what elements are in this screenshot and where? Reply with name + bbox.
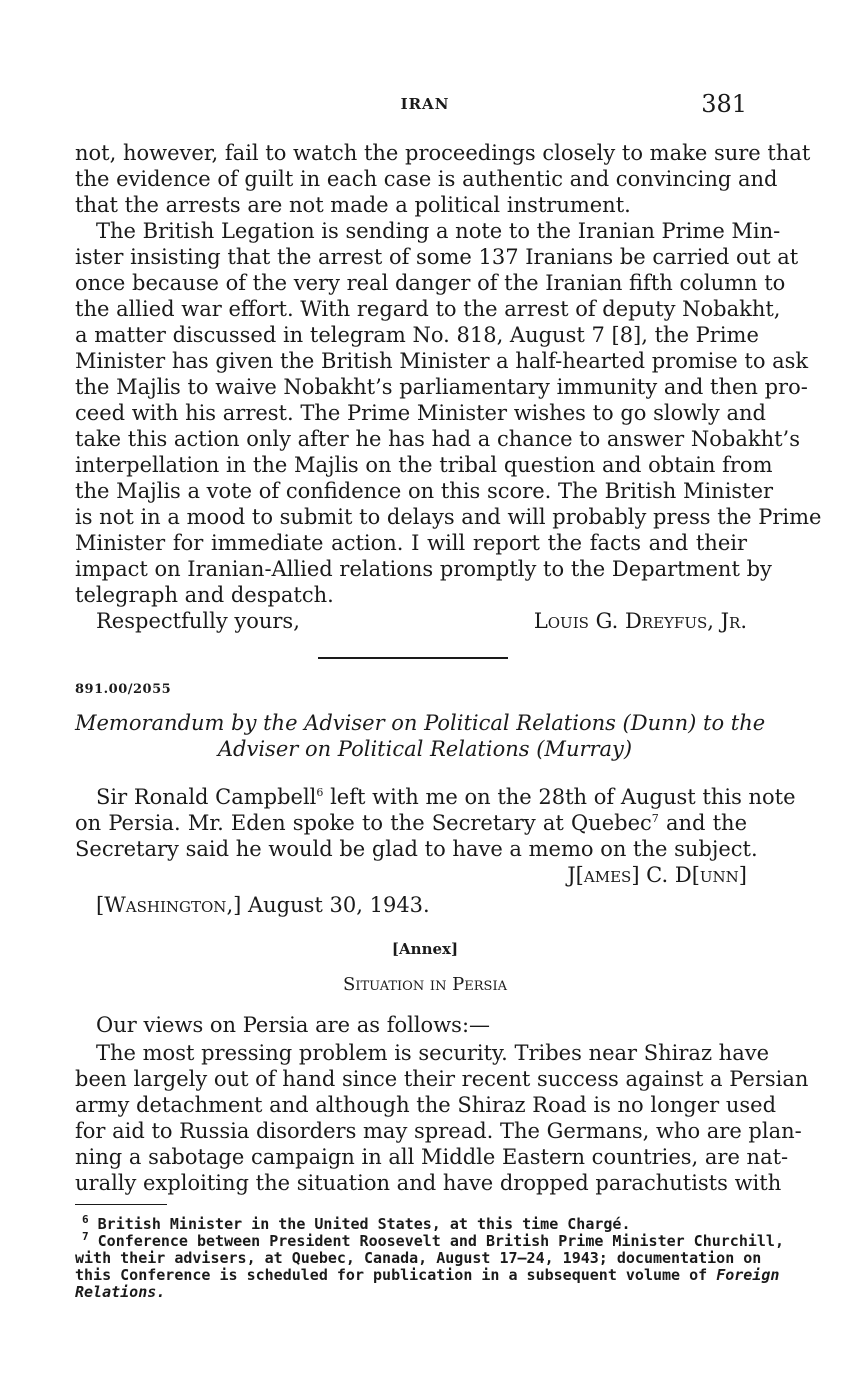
text-line: the Majlis a vote of confidence on this score. The British Minister: [75, 479, 774, 503]
footnote-7-line: this Conference is scheduled for publication in a subsequent volume of Foreign: [75, 1266, 780, 1284]
memo-dateline: [Washington,] August 30, 1943.: [96, 893, 430, 917]
memo-text-line: [75, 810, 747, 836]
section-divider: [318, 657, 508, 659]
text-line: that the arrests are not made a political instrument.: [75, 193, 631, 217]
running-head: IRAN: [400, 95, 450, 113]
annex-heading: Situation in Persia: [343, 974, 507, 995]
memo-text-fragment: left with me on the 28th of August this note: [330, 785, 796, 809]
text-line: Minister for immediate action. I will report the facts and their: [75, 531, 747, 555]
footnote-ref-7: 7: [651, 812, 659, 825]
text-line: ceed with his arrest. The Prime Minister wishes to go slowly and: [75, 401, 766, 425]
text-line: the Majlis to waive Nobakht’s parliamentary immunity and then pro-: [75, 375, 808, 399]
text-line: been largely out of hand since their recent success against a Persian: [75, 1067, 809, 1091]
memo-text-fragment: Sir Ronald Campbell: [96, 785, 317, 809]
memo-title-line2: Adviser on Political Relations (Murray): [217, 737, 633, 761]
text-line: The British Legation is sending a note to the Iranian Prime Min-: [96, 219, 781, 243]
page-number: 381: [701, 90, 747, 118]
text-line: once because of the very real danger of the Iranian fifth column to: [75, 271, 786, 295]
footnote-7-line: $^7$ Conference between President Roosevelt and British Prime Minister Churchill,: [82, 1230, 784, 1250]
footnote-7-line: Relations.: [75, 1283, 166, 1301]
text-line: The most pressing problem is security. Tribes near Shiraz have: [96, 1041, 770, 1065]
text-line: ister insisting that the arrest of some 137 Iranians be carried out at: [75, 245, 799, 269]
text-line: take this action only after he has had a chance to answer Nobakht’s: [75, 427, 800, 451]
signature: Louis G. Dreyfus, Jr.: [533, 609, 747, 633]
text-line: telegraph and despatch.: [75, 583, 334, 607]
text-line: the evidence of guilt in each case is authentic and convincing and: [75, 167, 778, 191]
memo-title-line1: Memorandum by the Adviser on Political Relations (Dunn) to the: [75, 711, 766, 735]
text-line: Our views on Persia are as follows:—: [96, 1013, 491, 1037]
text-line: army detachment and although the Shiraz Road is no longer used: [75, 1093, 777, 1117]
memo-text-line: Secretary said he would be glad to have a memo on the subject.: [75, 837, 758, 861]
salutation: Respectfully yours,: [96, 609, 300, 633]
text-line: ning a sabotage campaign in all Middle Eastern countries, are nat-: [75, 1145, 789, 1169]
text-line: impact on Iranian-Allied relations promptly to the Department by: [75, 557, 772, 581]
memo-text-fragment: and the: [665, 811, 747, 835]
text-line: the allied war effort. With regard to the arrest of deputy Nobakht,: [75, 297, 781, 321]
document-number: 891.00/2055: [75, 682, 172, 697]
footnote-ref-6: 6: [316, 786, 324, 799]
footnote-divider: [75, 1204, 167, 1205]
text-line: Minister has given the British Minister a half-hearted promise to ask: [75, 349, 809, 373]
text-line: not, however, fail to watch the proceedings closely to make sure that: [75, 141, 811, 165]
text-line: for aid to Russia disorders may spread. The Germans, who are plan-: [75, 1119, 802, 1143]
text-line: interpellation in the Majlis on the tribal question and obtain from: [75, 453, 773, 477]
text-line: is not in a mood to submit to delays and will probably press the Prime: [75, 505, 822, 529]
annex-label: [Annex]: [391, 940, 459, 958]
text-line: a matter discussed in telegram No. 818, August 7 [8], the Prime: [75, 323, 759, 347]
memo-text-line: [96, 784, 796, 810]
text-line: urally exploiting the situation and have dropped parachutists with: [75, 1171, 782, 1195]
memo-signature: J[ames] C. D[unn]: [567, 863, 747, 887]
footnote-6: $^6$ British Minister in the United States, at this time Chargé.: [82, 1213, 631, 1233]
memo-text-fragment: on Persia. Mr. Eden spoke to the Secretary at Quebec: [75, 811, 652, 835]
footnote-7-line: with their advisers, at Quebec, Canada, August 17–24, 1943; documentation on: [75, 1249, 762, 1267]
